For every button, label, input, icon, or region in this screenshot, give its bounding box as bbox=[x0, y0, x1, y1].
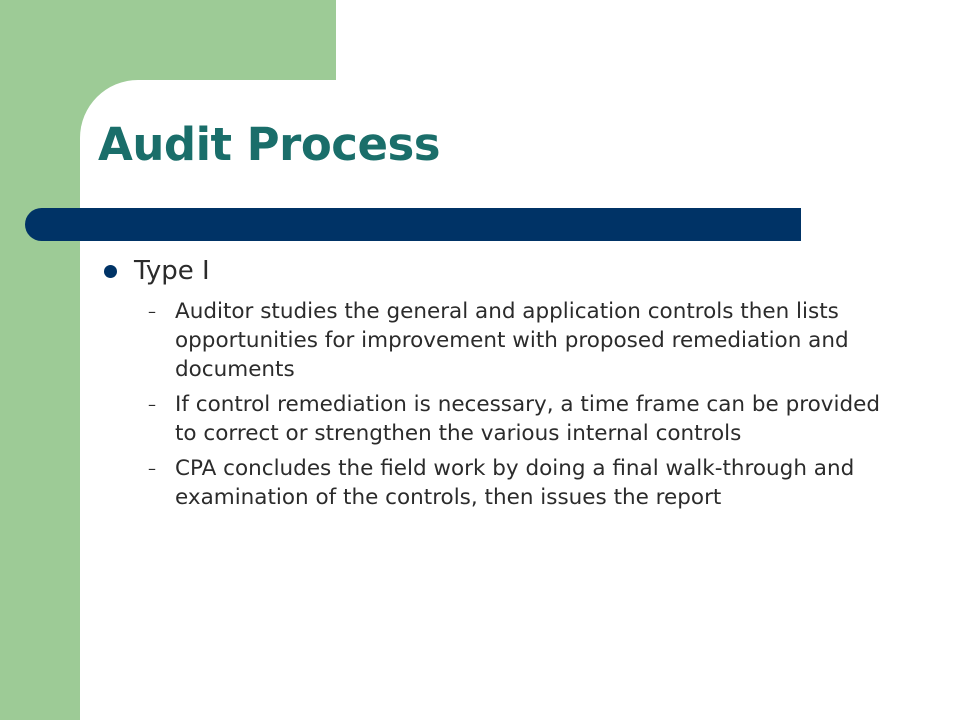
dash-icon: – bbox=[148, 395, 156, 414]
title-underline-bar bbox=[25, 208, 801, 241]
sub-bullet-list bbox=[104, 297, 904, 512]
sub-bullet-text: If control remediation is necessary, a time frame can be provided to correct or strengthen the various internal controls bbox=[175, 392, 880, 446]
dash-icon: – bbox=[148, 459, 156, 478]
sub-bullet-item bbox=[104, 390, 904, 448]
sub-bullet-item bbox=[104, 454, 904, 512]
sub-bullet-text: CPA concludes the field work by doing a final walk-through and examination of the controls, then issues the report bbox=[175, 456, 855, 510]
bullet-text: Type I bbox=[134, 256, 210, 286]
slide-body bbox=[104, 252, 904, 518]
slide-title: Audit Process bbox=[98, 118, 441, 171]
sub-bullet-item bbox=[104, 297, 904, 384]
sub-bullet-text: Auditor studies the general and application controls then lists opportunities for improvement with proposed remediation and documents bbox=[175, 299, 849, 382]
bullet-item bbox=[104, 252, 904, 290]
dash-icon: – bbox=[148, 302, 156, 321]
bullet-dot-icon bbox=[104, 265, 117, 278]
